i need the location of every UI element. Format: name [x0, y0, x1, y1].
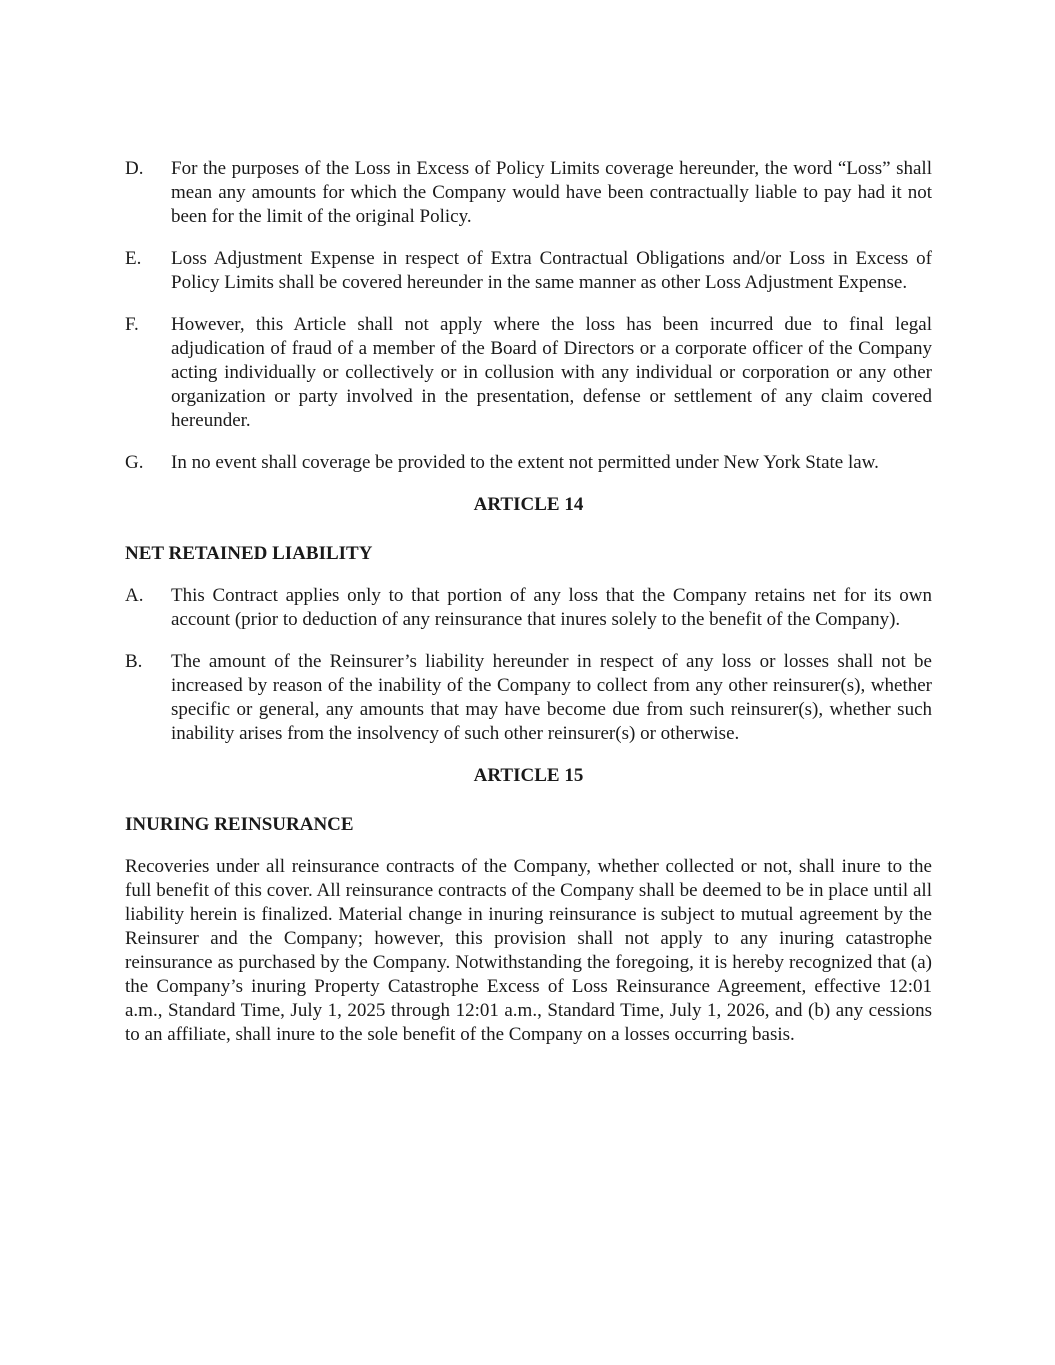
- clause-d: [125, 157, 932, 229]
- clause-text: This Contract applies only to that portion of any loss that the Company retains net for its own account (prior to deduction of any reinsurance that inures solely to the benefit of the Company).: [171, 585, 932, 630]
- clause-marker: A.: [125, 585, 144, 606]
- clause-e: [125, 247, 932, 295]
- clause-text: Loss Adjustment Expense in respect of Extra Contractual Obligations and/or Loss in Excess of Policy Limits shall be covered hereunder in the same manner as other Loss Adjustment Expense.: [171, 248, 932, 293]
- clause-text: In no event shall coverage be provided to the extent not permitted under New York State law.: [171, 452, 879, 473]
- article-14-title: NET RETAINED LIABILITY: [125, 543, 373, 564]
- clause-text: For the purposes of the Loss in Excess of Policy Limits coverage hereunder, the word “Loss” shall mean any amounts for which the Company would have been contractually liable to pay had it not been for the limit of the original Policy.: [171, 158, 932, 227]
- clause-marker: F.: [125, 314, 139, 335]
- article-14-number: ARTICLE 14: [473, 494, 584, 515]
- clause-marker: G.: [125, 452, 144, 473]
- clause-f: [125, 313, 932, 433]
- clause-b: [125, 650, 932, 746]
- clause-a: [125, 584, 932, 632]
- article-15-paragraph: Recoveries under all reinsurance contracts of the Company, whether collected or not, shall inure to the full benefit of this cover. All reinsurance contracts of the Company shall be deemed to be in place until all liability herein is finalized. Material change in inuring reinsurance is subject to mutual agreement by the Reinsurer and the Company; however, this provision shall not apply to any inuring catastrophe reinsurance as purchased by the Company. Notwithstanding the foregoing, it is hereby recognized that (a) the Company’s inuring Property Catastrophe Excess of Loss Reinsurance Agreement, effective 12:01 a.m., Standard Time, July 1, 2025 through 12:01 a.m., Standard Time, July 1, 2026, and (b) any cessions to an affiliate, shall inure to the sole benefit of the Company on a losses occurring basis.: [125, 856, 932, 1045]
- article-15-title: INURING REINSURANCE: [125, 814, 354, 835]
- clause-text: However, this Article shall not apply where the loss has been incurred due to final legal adjudication of fraud of a member of the Board of Directors or a corporate officer of the Company acting individually or collectively or in collusion with any individual or corporation or any other organization or party involved in the presentation, defense or settlement of any claim covered hereunder.: [171, 314, 932, 431]
- clause-marker: B.: [125, 651, 143, 672]
- clause-marker: E.: [125, 248, 142, 269]
- clause-text: The amount of the Reinsurer’s liability hereunder in respect of any loss or losses shall not be increased by reason of the inability of the Company to collect from any other reinsurer(s), whether specific or general, any amounts that may have become due from such reinsurer(s), whether such inability arises from the insolvency of such other reinsurer(s) or otherwise.: [171, 651, 932, 744]
- document-page: [125, 157, 932, 1047]
- clause-marker: D.: [125, 158, 144, 179]
- clause-g: [125, 451, 932, 475]
- article-15-number: ARTICLE 15: [473, 765, 584, 786]
